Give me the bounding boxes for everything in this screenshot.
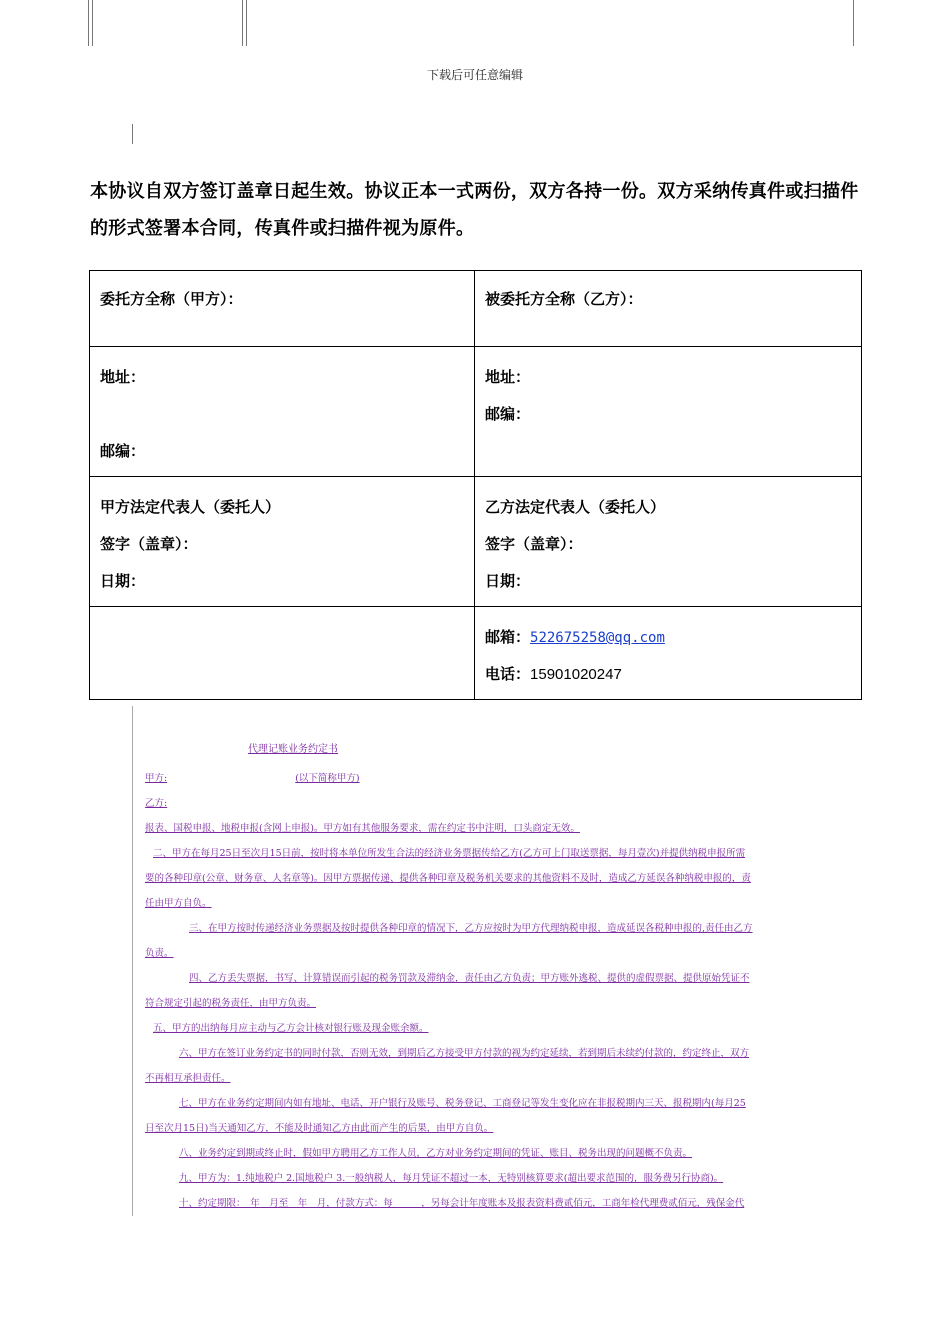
contract-line-10: 六、甲方在签订业务约定书的同时付款，否则无效，到期后乙方接受甲方付款的视为约定延续，若到期后未续约付款的，约定终止，双方	[179, 1048, 750, 1059]
email-line	[485, 619, 851, 656]
party-a-label: 甲方:	[145, 773, 168, 784]
party-b-rep-cell	[475, 477, 862, 607]
contract-line-8: 符合规定引起的税务责任，由甲方负责。	[145, 998, 317, 1009]
intro-paragraph: 本协议自双方签订盖章日起生效。协议正本一式两份，双方各持一份。双方采纳传真件或扫描件的形式签署本合同，传真件或扫描件视为原件。	[90, 181, 859, 239]
contract-line-3: 要的各种印章(公章、财务章、人名章等)。因甲方票据传递、提供各种印章及税务机关要求的其他资料不及时，造成乙方延误各种纳税申报的，责	[145, 873, 751, 884]
top-rule-5	[853, 0, 854, 46]
contract-line-5: 三、在甲方按时传递经济业务票据及按时提供各种印章的情况下，乙方应按时为甲方代理纳税申报，造成延误各税种申报的,责任由乙方	[189, 923, 753, 934]
party-b-postcode-label: 邮编：	[485, 405, 531, 423]
phone-line	[485, 656, 851, 693]
contract-line-13: 日至次月15日)当天通知乙方，不能及时通知乙方由此而产生的后果，由甲方自负。	[145, 1123, 494, 1134]
party-a-suffix: (以下简称甲方)	[295, 773, 360, 784]
margin-rule-upper	[132, 124, 133, 144]
party-a-rep-label: 甲方法定代表人（委托人）	[100, 498, 281, 516]
contact-cell	[475, 607, 862, 700]
party-b-sign-label: 签字（盖章）：	[485, 535, 583, 553]
spacer	[100, 396, 464, 433]
party-b-address-label: 地址：	[485, 368, 531, 386]
margin-rule-lower	[132, 706, 133, 1216]
top-rule-1	[88, 0, 89, 46]
contract-title: 代理记账业务约定书	[248, 744, 338, 755]
phone-label: 电话：	[485, 665, 531, 683]
party-a-name-cell	[90, 271, 475, 347]
party-a-sign-label: 签字（盖章）：	[100, 535, 198, 553]
party-b-address-cell	[475, 347, 862, 477]
contract-line-9: 五、甲方的出纳每月应主动与乙方会计核对银行账及现金账余额。	[153, 1023, 429, 1034]
signature-table	[89, 270, 862, 700]
party-b-date-label: 日期：	[485, 572, 531, 590]
party-b-label: 乙方:	[145, 798, 168, 809]
phone-value: 15901020247	[530, 666, 622, 683]
contract-line-6: 负责。	[145, 948, 174, 959]
party-a-name-label: 委托方全称（甲方）：	[100, 290, 243, 308]
contract-line-1: 报表、国税申报、地税申报(含网上申报)。甲方如有其他服务要求，需在约定书中注明，口头商定无效。	[145, 823, 580, 834]
contract-line-15: 九、甲方为：1.纯地税户 2.国地税户 3.一般纳税人，每月凭证不超过一本，无特别核算要求(超出要求范围的，服务费另行协商)。	[179, 1173, 724, 1184]
contract-line-11: 不再相互承担责任。	[145, 1073, 231, 1084]
contract-line-4: 任由甲方自负。	[145, 898, 212, 909]
email-link[interactable]: 522675258@qq.com	[530, 630, 665, 646]
contract-line-7: 四、乙方丢失票据，书写、计算错误而引起的税务罚款及滞纳金，责任由乙方负责；甲方账外逃税、提供的虚假票据、提供原始凭证不	[189, 973, 750, 984]
contract-party-a-line	[145, 766, 810, 791]
email-label: 邮箱：	[485, 628, 531, 646]
contract-party-b-line	[145, 791, 810, 816]
contract-line-14: 八、业务约定到期或终止时，假如甲方聘用乙方工作人员，乙方对业务约定期间的凭证、账目、税务出现的问题概不负责。	[179, 1148, 693, 1159]
header-note: 下载后可任意编辑	[426, 68, 523, 82]
contract-line-16: 十、约定期限： 年 月至 年 月，付款方式：每 ，另每会计年度账本及报表资料费贰佰元，工商年检代理费贰佰元，残保金代	[179, 1198, 745, 1209]
party-a-rep-cell	[90, 477, 475, 607]
top-rule-4	[246, 0, 247, 46]
party-b-name-label: 被委托方全称（乙方）：	[485, 290, 643, 308]
party-b-name-cell	[475, 271, 862, 347]
party-a-date-label: 日期：	[100, 572, 146, 590]
top-rule-3	[242, 0, 243, 46]
empty-cell	[90, 607, 475, 700]
contract-line-12: 七、甲方在业务约定期间内如有地址、电话、开户银行及账号、税务登记、工商登记等发生变化应在非报税期内三天、报税期内(每月25	[179, 1098, 746, 1109]
party-a-address-cell	[90, 347, 475, 477]
contract-line-2: 二、甲方在每月25日至次月15日前，按时将本单位所发生合法的经济业务票据传给乙方(乙方可上门取送票据，每月壹次)并提供纳税申报所需	[153, 848, 746, 859]
party-a-address-label: 地址：	[100, 368, 146, 386]
top-rule-2	[92, 0, 93, 46]
party-a-postcode-label: 邮编：	[100, 442, 146, 460]
party-b-rep-label: 乙方法定代表人（委托人）	[485, 498, 666, 516]
